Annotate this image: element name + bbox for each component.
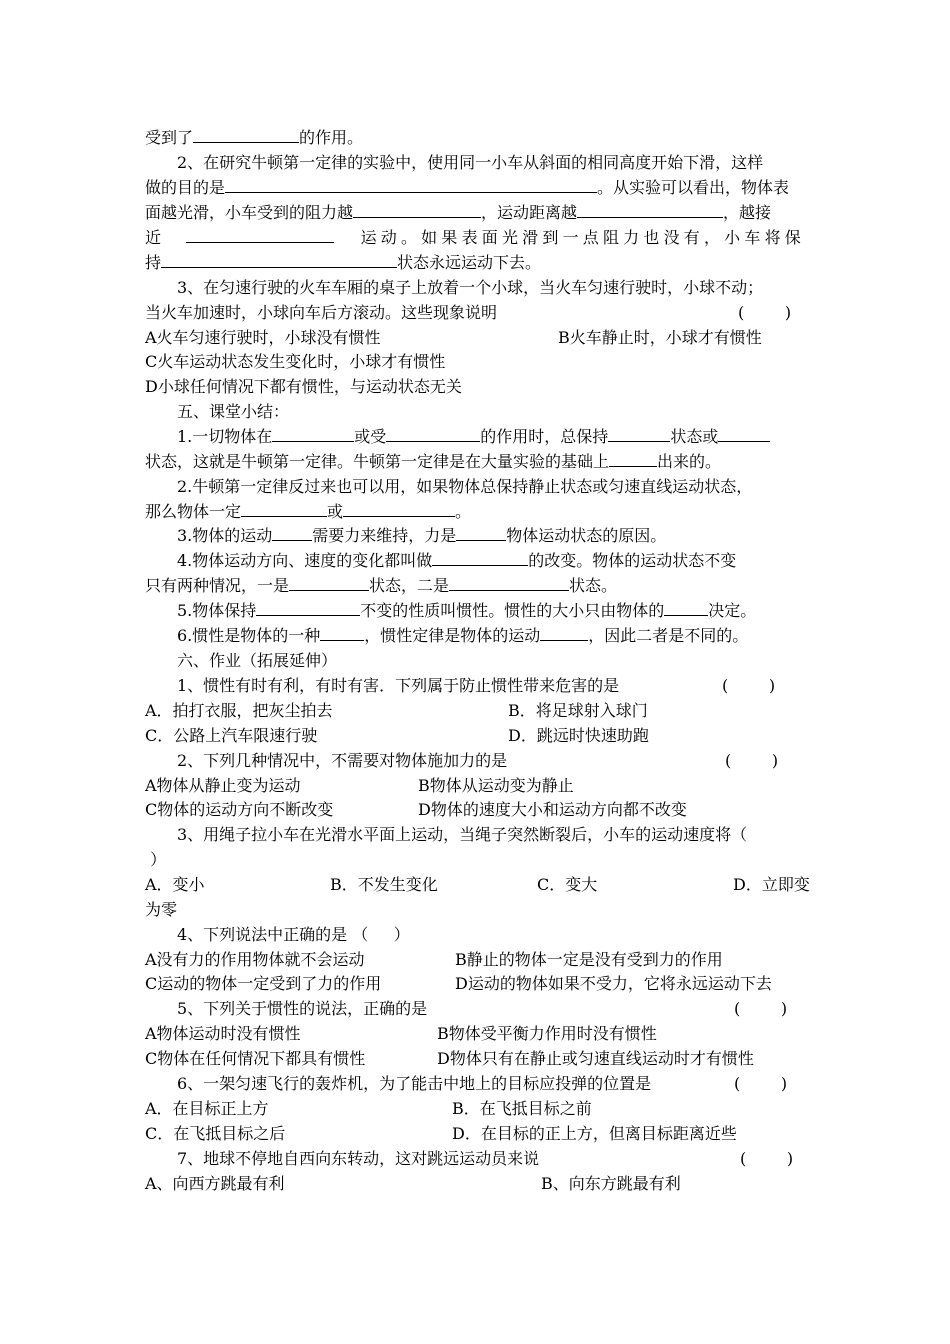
q2-line1: 2、在研究牛顿第一定律的实验中，使用同一小车从斜面的相同高度开始下滑，这样: [177, 153, 764, 172]
answer-blank[interactable]: [540, 626, 588, 641]
answer-blank[interactable]: [343, 502, 455, 517]
text: 状态或: [670, 427, 719, 446]
hw1-question: 1、惯性有时有利，有时有害．下列属于防止惯性带来危害的是: [177, 676, 620, 695]
homework-heading: 六、作业（拓展延伸）: [177, 651, 338, 670]
text: 只有两种情况，一是: [145, 576, 290, 595]
option-b[interactable]: B．在飞抵目标之前: [452, 1099, 592, 1118]
option-b[interactable]: B静止的物体一定是没有受到力的作用: [455, 950, 723, 969]
q3-line1: 3、在匀速行驶的火车车厢的桌子上放着一个小球，当火车匀速行驶时，小球不动；: [177, 278, 764, 297]
answer-blank[interactable]: [289, 576, 369, 591]
q2-line2: [145, 178, 789, 198]
option-a[interactable]: A火车匀速行驶时，小球没有惯性: [145, 328, 381, 347]
summary-item-2: 2.牛顿第一定律反过来也可以用，如果物体总保持静止状态或匀速直线运动状态，: [177, 477, 753, 496]
answer-blank[interactable]: [386, 427, 480, 442]
option-d[interactable]: D物体只有在静止或匀速直线运动时才有惯性: [437, 1049, 754, 1068]
text: 状态，这就是牛顿第一定律。牛顿第一定律是在大量实验的基础上: [145, 452, 610, 471]
summary-item-4-cont: [145, 576, 617, 596]
option-c[interactable]: C．公路上汽车限速行驶: [145, 726, 318, 745]
text: 运动。如果表面光滑到一点阻力也没有，小车将保: [360, 228, 805, 247]
text: 1.一切物体在: [177, 427, 273, 446]
text: 受到了: [145, 128, 194, 147]
text: 物体运动状态的原因。: [506, 526, 667, 545]
text: 的改变。物体的运动状态不变: [528, 551, 737, 570]
text: 3.物体的运动: [177, 526, 273, 545]
hw2-question: 2、下列几种情况中，不需要对物体施加力的是: [177, 751, 508, 770]
summary-item-6: [177, 626, 748, 646]
text: 近: [145, 228, 162, 247]
answer-paren[interactable]: ( ): [725, 751, 779, 770]
answer-paren[interactable]: ( ): [740, 1149, 794, 1168]
option-b[interactable]: B物体从运动变为静止: [418, 776, 574, 795]
answer-blank[interactable]: [577, 203, 723, 218]
option-c[interactable]: C运动的物体一定受到了力的作用: [145, 974, 382, 993]
option-c[interactable]: C．在飞抵目标之后: [145, 1124, 286, 1143]
text: 出来的。: [657, 452, 722, 471]
summary-item-5: [177, 601, 756, 621]
text: 那么物体一定: [145, 502, 242, 521]
answer-blank[interactable]: [241, 502, 327, 517]
answer-blank[interactable]: [718, 427, 770, 442]
option-d-cont: 为零: [145, 900, 178, 919]
text: 或受: [354, 427, 387, 446]
answer-blank[interactable]: [193, 128, 299, 143]
option-d[interactable]: D．跳远时快速助跑: [508, 726, 649, 745]
answer-paren[interactable]: ( ): [734, 999, 788, 1018]
option-a[interactable]: A、向西方跳最有利: [145, 1174, 285, 1193]
text: 做的目的是: [145, 178, 226, 197]
hw7-question: 7、地球不停地自西向东转动，这对跳远运动员来说: [177, 1149, 540, 1168]
text: 面越光滑，小车受到的阻力越: [145, 203, 354, 222]
summary-heading: 五、课堂小结：: [177, 402, 290, 421]
text: 5.物体保持: [177, 601, 257, 620]
option-a[interactable]: A．在目标正上方: [145, 1099, 269, 1118]
text: ，越接: [723, 203, 772, 222]
hw5-question: 5、下列关于惯性的说法，正确的是: [177, 999, 428, 1018]
hw4-question: 4、下列说法中正确的是 （ ）: [177, 925, 410, 944]
option-d[interactable]: D．立即变: [733, 875, 810, 894]
option-c[interactable]: C火车运动状态发生变化时，小球才有惯性: [145, 352, 446, 371]
text: 4.物体运动方向、速度的变化都叫做: [177, 551, 433, 570]
text: ，惯性定律是物体的运动: [364, 626, 541, 645]
option-b[interactable]: B火车静止时，小球才有惯性: [558, 328, 762, 347]
option-c[interactable]: C物体在任何情况下都具有惯性: [145, 1049, 366, 1068]
text: 的作用时，总保持: [480, 427, 609, 446]
prev-question-line: [145, 128, 363, 148]
text: 6.惯性是物体的一种: [177, 626, 321, 645]
option-a[interactable]: A物体从静止变为运动: [145, 776, 301, 795]
option-d[interactable]: D物体的速度大小和运动方向都不改变: [418, 800, 687, 819]
text: 需要力来维持，力是: [312, 526, 457, 545]
answer-blank[interactable]: [272, 427, 354, 442]
answer-blank[interactable]: [186, 228, 334, 243]
answer-paren[interactable]: ( ): [734, 1074, 788, 1093]
text: ，运动距离越: [481, 203, 578, 222]
text: 或: [327, 502, 344, 521]
q3-line2: 当火车加速时，小球向车后方滚动。这些现象说明: [145, 303, 498, 322]
answer-paren[interactable]: ( ): [738, 303, 792, 322]
answer-blank[interactable]: [161, 253, 397, 268]
text: 状态，二是: [369, 576, 450, 595]
summary-item-1: [177, 427, 770, 447]
text: 状态。: [569, 576, 618, 595]
summary-item-4: [177, 551, 736, 571]
hw3-question-cont[interactable]: ）: [145, 850, 167, 869]
q2-line3: [145, 203, 771, 223]
option-d[interactable]: D运动的物体如果不受力，它将永远运动下去: [455, 974, 772, 993]
answer-blank[interactable]: [256, 601, 360, 616]
text: 的作用。: [299, 128, 364, 147]
answer-blank[interactable]: [456, 526, 506, 541]
hw6-question: 6、一架匀速飞行的轰炸机，为了能击中地上的目标应投弹的位置是: [177, 1074, 652, 1093]
text: 决定。: [708, 601, 757, 620]
text: 。: [455, 502, 472, 521]
answer-blank[interactable]: [664, 601, 708, 616]
option-b[interactable]: B．不发生变化: [330, 875, 438, 894]
option-c[interactable]: C物体的运动方向不断改变: [145, 800, 334, 819]
hw3-question: 3、用绳子拉小车在光滑水平面上运动，当绳子突然断裂后，小车的运动速度将（: [177, 825, 748, 844]
summary-item-1-cont: [145, 452, 721, 472]
answer-blank[interactable]: [353, 203, 481, 218]
text: 持: [145, 253, 162, 272]
option-d[interactable]: D．在目标的正上方，但离目标距离近些: [452, 1124, 737, 1143]
option-a[interactable]: A物体运动时没有惯性: [145, 1024, 301, 1043]
option-a[interactable]: A没有力的作用物体就不会运动: [145, 950, 365, 969]
option-b[interactable]: B、向东方跳最有利: [541, 1174, 681, 1193]
text: ，因此二者是不同的。: [588, 626, 749, 645]
option-b[interactable]: B物体受平衡力作用时没有惯性: [437, 1024, 657, 1043]
text: 状态永远运动下去。: [397, 253, 542, 272]
answer-paren[interactable]: ( ): [722, 676, 776, 695]
option-c[interactable]: C．变大: [537, 875, 598, 894]
answer-blank[interactable]: [432, 551, 528, 566]
answer-blank[interactable]: [608, 427, 670, 442]
text: 。从实验可以看出，物体表: [597, 178, 790, 197]
option-d[interactable]: D小球任何情况下都有惯性，与运动状态无关: [145, 377, 462, 396]
q2-line5: [145, 253, 541, 273]
text: 不变的性质叫惯性。惯性的大小只由物体的: [360, 601, 665, 620]
answer-blank[interactable]: [320, 626, 364, 641]
q2-line4: [145, 228, 805, 248]
summary-item-2-cont: [145, 502, 471, 522]
answer-blank[interactable]: [609, 452, 657, 467]
option-a[interactable]: A．变小: [145, 875, 205, 894]
answer-blank[interactable]: [449, 576, 569, 591]
option-a[interactable]: A．拍打衣服，把灰尘拍去: [145, 701, 333, 720]
option-b[interactable]: B．将足球射入球门: [508, 701, 648, 720]
summary-item-3: [177, 526, 666, 546]
answer-blank[interactable]: [225, 178, 597, 193]
answer-blank[interactable]: [272, 526, 312, 541]
